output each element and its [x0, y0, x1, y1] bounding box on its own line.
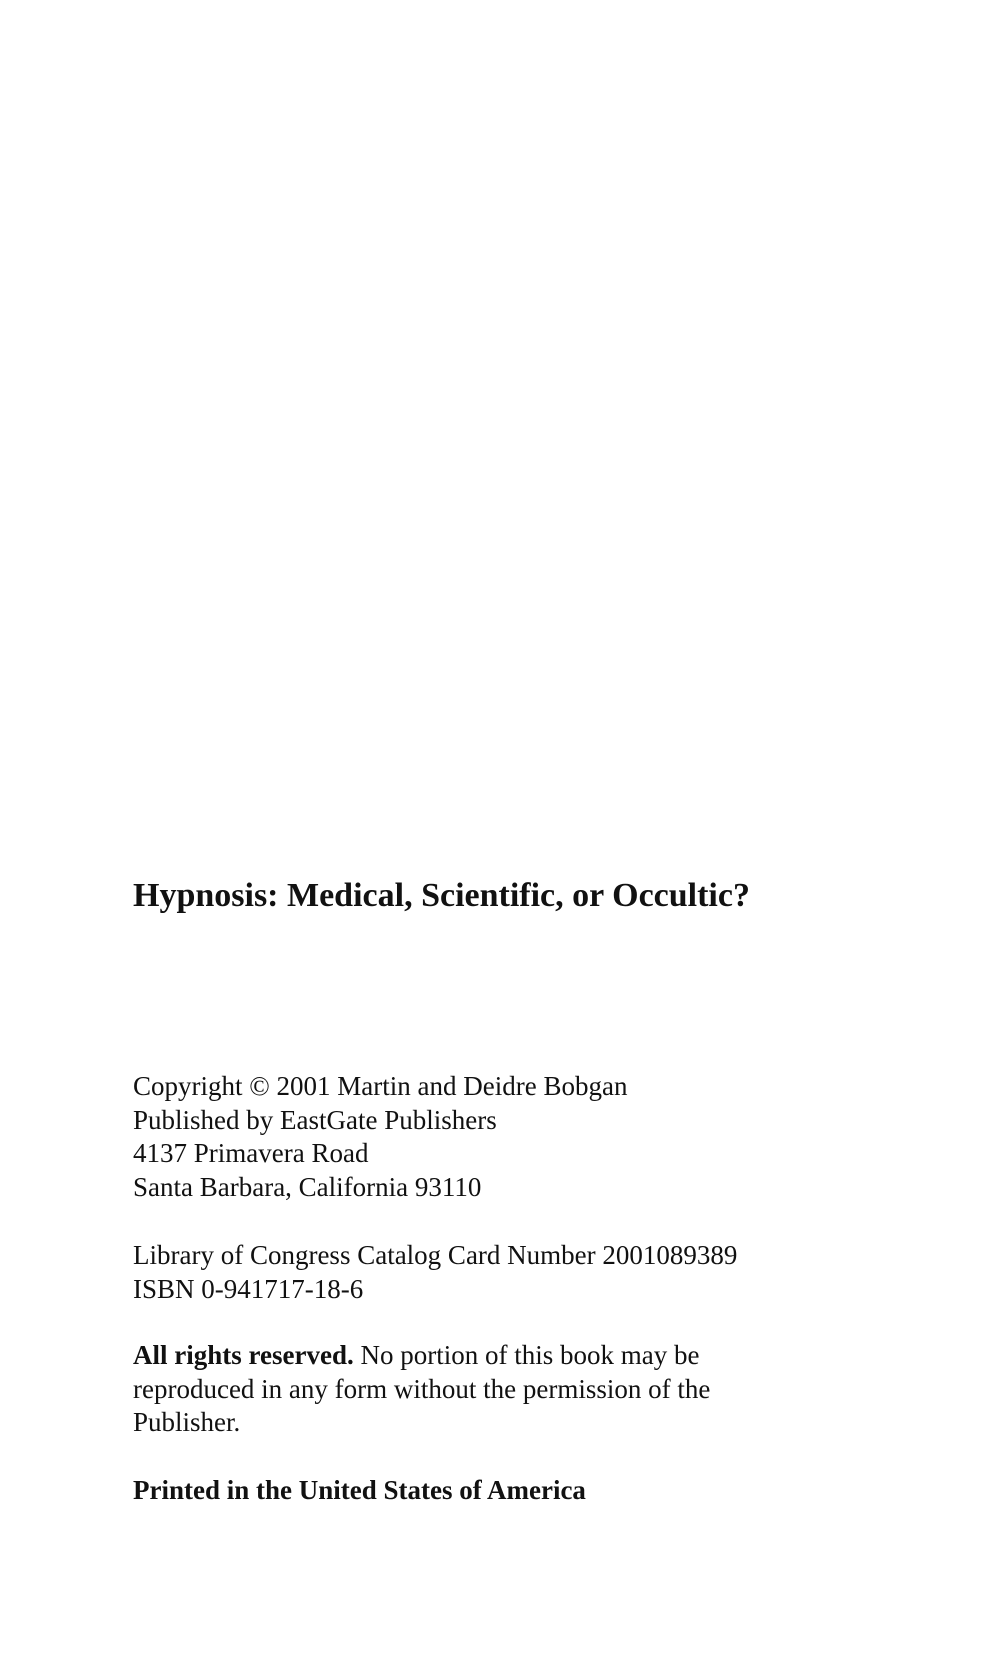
rights-reserved-label: All rights reserved. [133, 1340, 354, 1370]
copyright-notice: Copyright © 2001 Martin and Deidre Bobgan [133, 1071, 628, 1101]
catalog-block [133, 1239, 953, 1306]
publisher-street: 4137 Primavera Road [133, 1138, 369, 1168]
rights-line-3: Publisher. [133, 1407, 241, 1437]
printed-in-notice: Printed in the United States of America [133, 1475, 586, 1505]
publisher-city: Santa Barbara, California 93110 [133, 1171, 482, 1202]
isbn: ISBN 0-941717-18-6 [133, 1273, 364, 1304]
rights-line-2: reproduced in any form without the permission of the [133, 1373, 711, 1404]
rights-line-1 [133, 1339, 953, 1373]
rights-block [133, 1339, 953, 1440]
publisher-name: Published by EastGate Publishers [133, 1104, 497, 1135]
copyright-block [133, 1070, 953, 1204]
rights-line-1-text: No portion of this book may be [353, 1340, 700, 1370]
book-title: Hypnosis: Medical, Scientific, or Occultic? [133, 877, 750, 914]
lccn: Library of Congress Catalog Card Number 2001089389 [133, 1240, 738, 1270]
